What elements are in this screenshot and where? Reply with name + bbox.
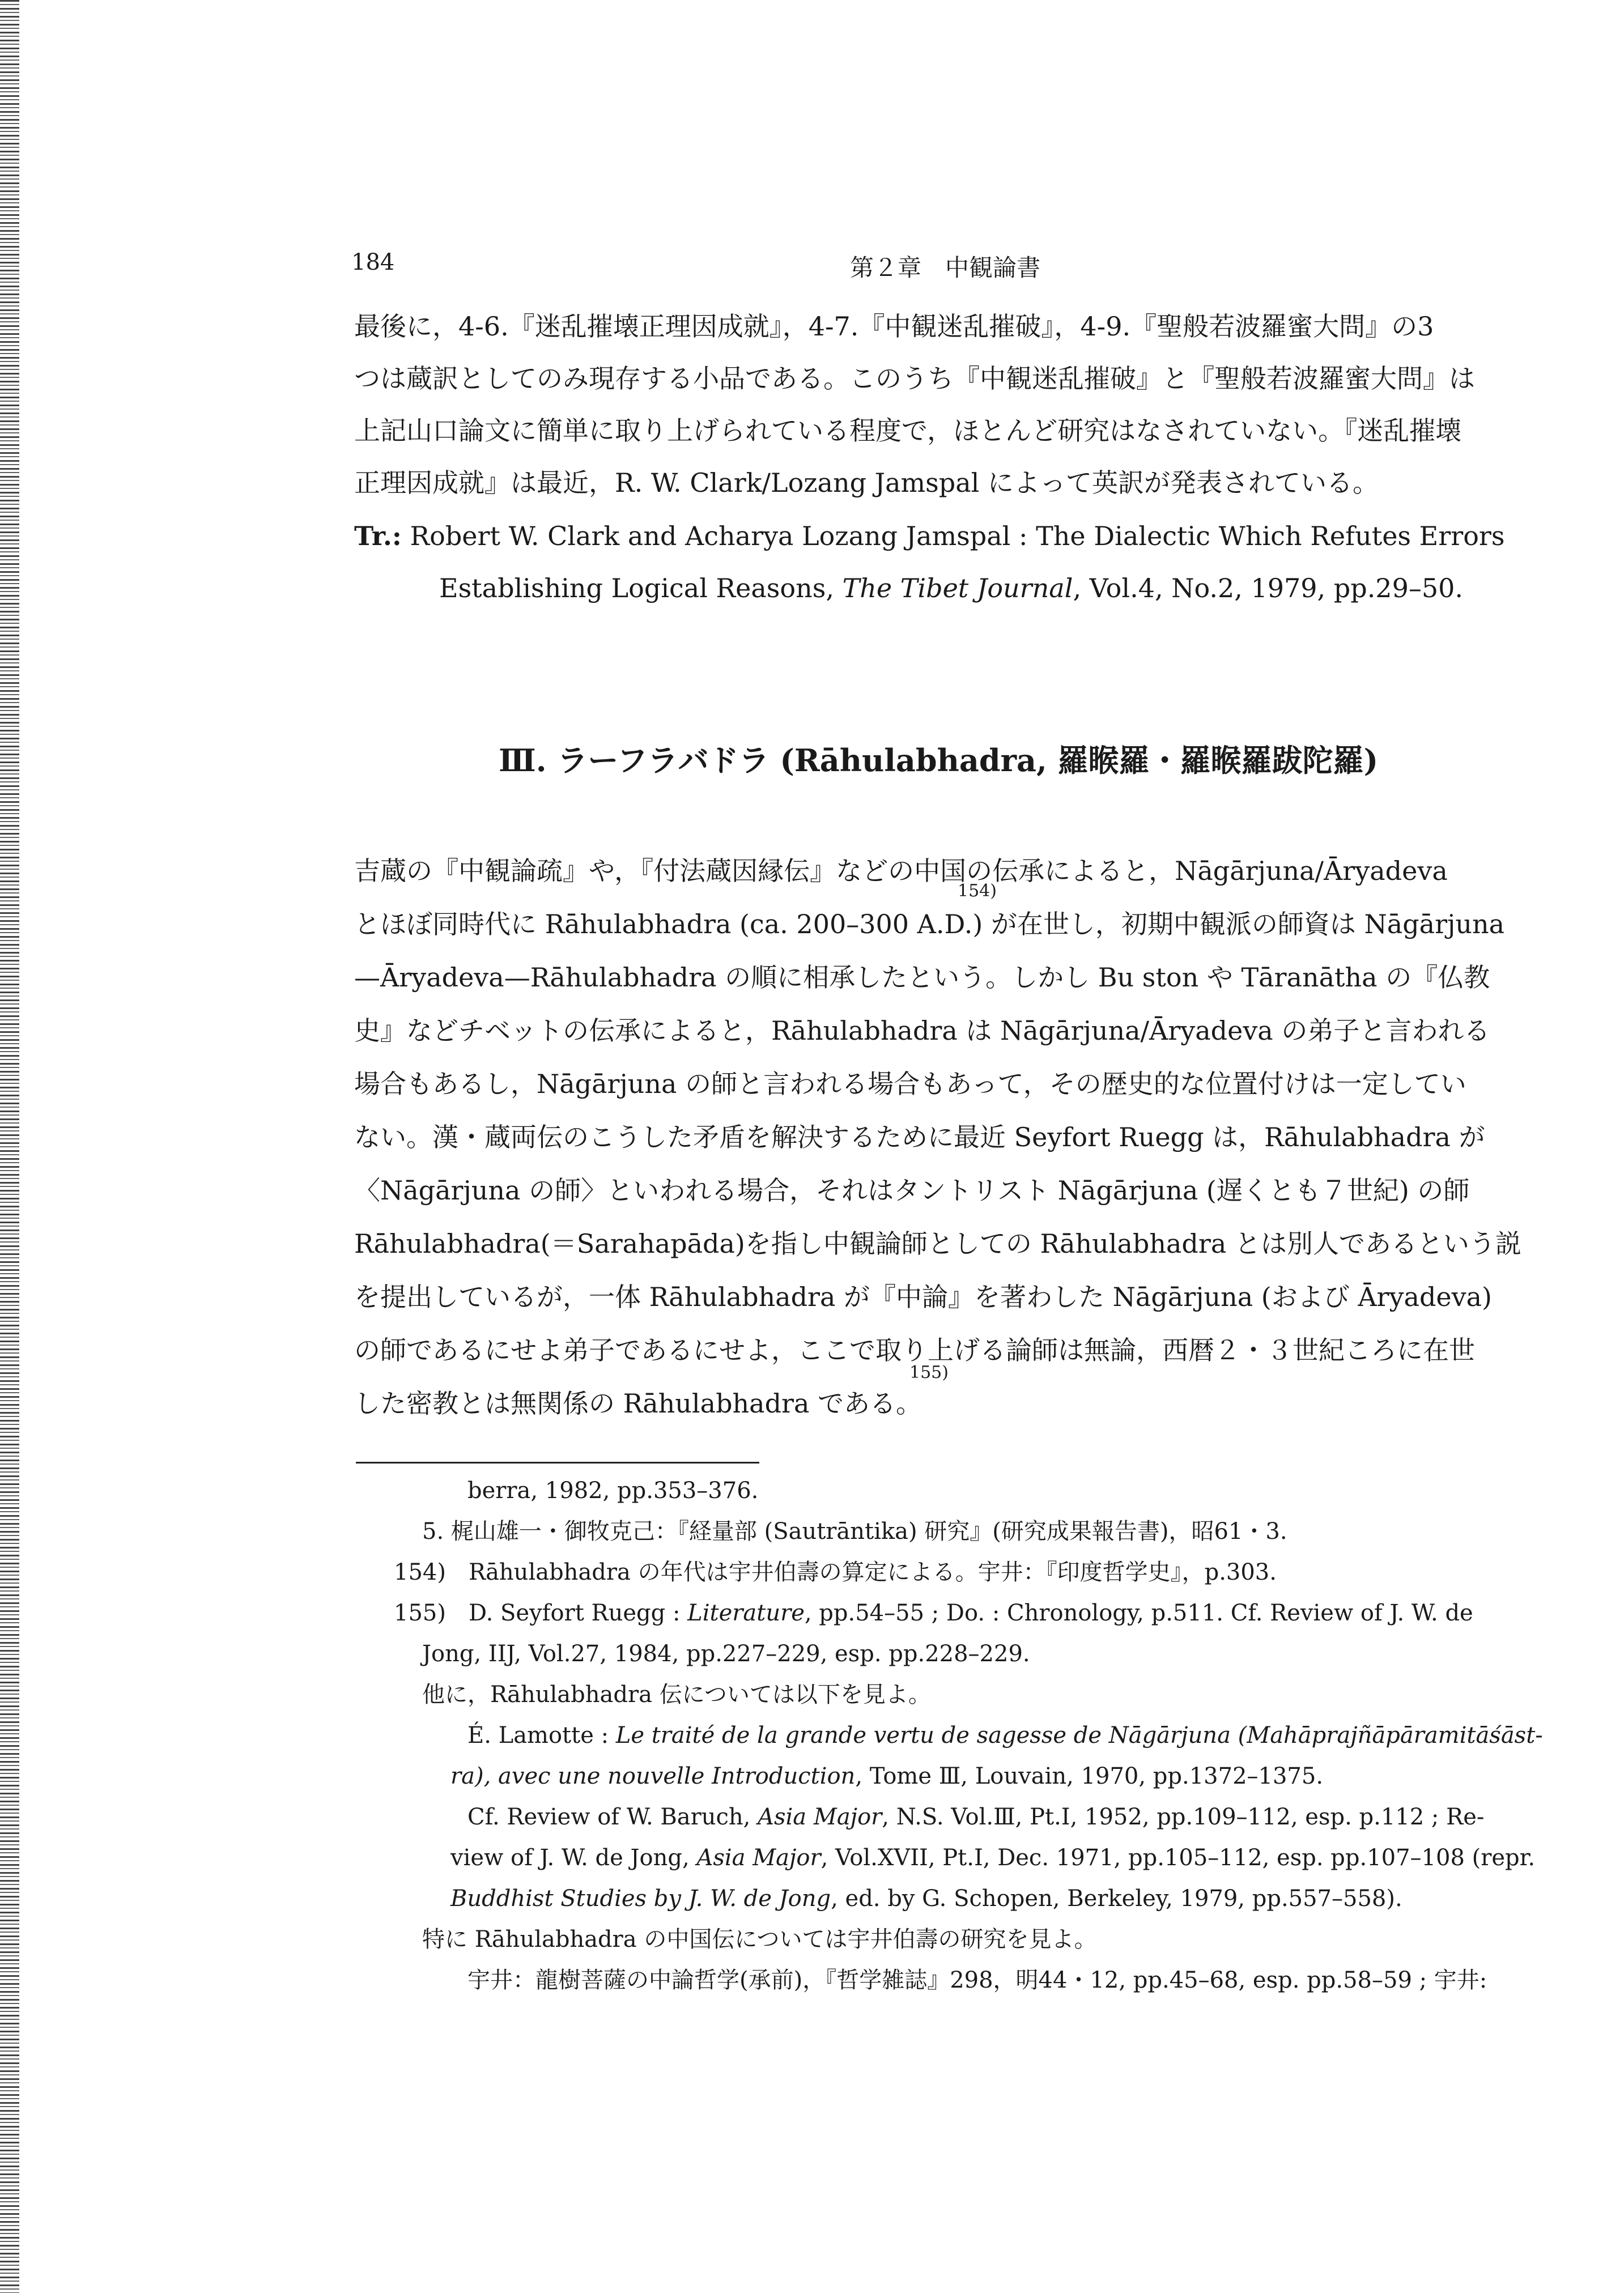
translation-text: Robert W. Clark and Acharya Lozang Jamspal : The Dialectic Which Refutes Errors — [410, 521, 1505, 551]
footnote-line: Buddhist Studies by J. W. de Jong, ed. by G. Schopen, Berkeley, 1979, pp.557–558). — [450, 1886, 1402, 1912]
footnote-divider — [356, 1462, 759, 1464]
footnote-line: 特に Rāhulabhadra の中国伝については宇井伯壽の研究を見よ。 — [422, 1926, 1097, 1952]
running-head: 第２章 中観論書 — [850, 254, 1041, 282]
journal-title: Asia Major — [696, 1845, 821, 1871]
intro-line: 正理因成就』は最近，R. W. Clark/Lozang Jamspal によって英訳が発表されている。 — [354, 467, 1379, 498]
section-title: Ⅲ. ラーフラバドラ (Rāhulabhadra, 羅睺羅・羅睺羅跋陀羅) — [499, 742, 1379, 778]
footnote-154: 154) Rāhulabhadra の年代は宇井伯壽の算定による。宇井：『印度哲学史』，p.303. — [394, 1559, 1277, 1585]
body-line: 〈Nāgārjuna の師〉といわれる場合，それはタントリスト Nāgārjuna (遅くとも７世紀) の師 — [354, 1175, 1470, 1206]
translation-text: , Vol.4, No.2, 1979, pp.29–50. — [1073, 573, 1463, 603]
body-line: した密教とは無関係の Rāhulabhadra である。 — [354, 1388, 922, 1419]
intro-paragraph — [354, 300, 1567, 509]
translation-line — [354, 510, 1567, 562]
footnote-ref-154[interactable]: 154) — [958, 881, 997, 901]
body-line: を提出しているが，一体 Rāhulabhadra が『中論』を著わした Nāgārjuna (および Āryadeva) — [354, 1282, 1492, 1312]
translation-line — [354, 562, 1567, 614]
page-number: 184 — [351, 249, 395, 275]
body-line: ない。漢・蔵両伝のこうした矛盾を解決するために最近 Seyfort Ruegg は，Rāhulabhadra が — [354, 1122, 1485, 1152]
footnote-line: 5. 梶山雄一・御牧克己：『経量部 (Sautrāntika) 研究』(研究成果報告書)，昭61・3. — [422, 1518, 1287, 1545]
translation-entry — [354, 510, 1567, 614]
body-line: とほぼ同時代に Rāhulabhadra (ca. 200–300 A.D.) が在世し，初期中観派の師資は Nāgārjuna — [354, 909, 1505, 939]
book-title: ra), avec une nouvelle Introduction — [450, 1763, 856, 1789]
journal-title: Asia Major — [758, 1804, 882, 1830]
book-title: Le traité de la grande vertu de sagesse de Nāgārjuna (Mahāprajñāpāramitāśāst- — [615, 1722, 1543, 1749]
footnote-line: view of J. W. de Jong, Asia Major, Vol.XVII, Pt.I, Dec. 1971, pp.105–112, esp. pp.107–108 (repr. — [450, 1845, 1536, 1871]
footnote-line: 他に，Rāhulabhadra 伝については以下を見よ。 — [422, 1682, 931, 1708]
body-line: 場合もあるし，Nāgārjuna の師と言われる場合もあって，その歴史的な位置付けは一定してい — [354, 1069, 1466, 1099]
footnotes — [354, 1470, 1572, 2001]
body-line: Rāhulabhadra(＝Sarahapāda)を指し中観論師としての Rāhulabhadra とは別人であるという説 — [354, 1228, 1521, 1259]
footnote-line: 宇井：龍樹菩薩の中論哲学(承前)，『哲学雑誌』298，明44・12, pp.45–68, esp. pp.58–59 ; 宇井: — [467, 1967, 1487, 1993]
footnote-line: Cf. Review of W. Baruch, Asia Major, N.S. Vol.Ⅲ, Pt.I, 1952, pp.109–112, esp. p.112 ; Re- — [467, 1804, 1485, 1830]
body-line: の師であるにせよ弟子であるにせよ，ここで取り上げる論師は無論，西暦２・３世紀ころに在世 — [354, 1335, 1475, 1365]
footnote-155: 155) D. Seyfort Ruegg : Literature, pp.54–55 ; Do. : Chronology, p.511. Cf. Review of J. W. de — [394, 1600, 1473, 1626]
footnote-line: É. Lamotte : Le traité de la grande vertu de sagesse de Nāgārjuna (Mahāprajñāpāramitāśāst- — [467, 1722, 1543, 1749]
body-line: —Āryadeva—Rāhulabhadra の順に相承したという。しかし Bu ston や Tāranātha の『仏教 — [354, 962, 1490, 993]
body-line: 史』などチベットの伝承によると，Rāhulabhadra は Nāgārjuna/Āryadeva の弟子と言われる — [354, 1015, 1490, 1046]
body-line: 吉蔵の『中観論疏』や，『付法蔵因縁伝』などの中国の伝承によると，Nāgārjuna/Āryadeva — [354, 856, 1448, 886]
translation-text: Establishing Logical Reasons, — [439, 573, 843, 603]
footnote-line: ra), avec une nouvelle Introduction, Tome Ⅲ, Louvain, 1970, pp.1372–1375. — [450, 1763, 1324, 1789]
footnote-line: Jong, IIJ, Vol.27, 1984, pp.227–229, esp. pp.228–229. — [422, 1641, 1030, 1667]
footnote-ref-155[interactable]: 155) — [909, 1363, 949, 1382]
intro-line: 最後に，4-6.『迷乱摧壊正理因成就』，4-7.『中観迷乱摧破』，4-9.『聖般若波羅蜜大問』の3 — [354, 311, 1434, 342]
book-title: Literature — [687, 1600, 805, 1626]
intro-line: つは蔵訳としてのみ現存する小品である。このうち『中観迷乱摧破』と『聖般若波羅蜜大問』は — [354, 363, 1475, 394]
translation-label: Tr.: — [354, 521, 402, 551]
body-paragraph — [354, 844, 1567, 1430]
intro-line: 上記山口論文に簡単に取り上げられている程度で，ほとんど研究はなされていない。『迷乱摧壊 — [354, 415, 1462, 446]
footnote-line: berra, 1982, pp.353–376. — [467, 1478, 759, 1504]
journal-title: The Tibet Journal — [842, 573, 1073, 603]
book-title: Buddhist Studies by J. W. de Jong — [450, 1886, 831, 1912]
scan-edge-artifact — [0, 0, 19, 2293]
